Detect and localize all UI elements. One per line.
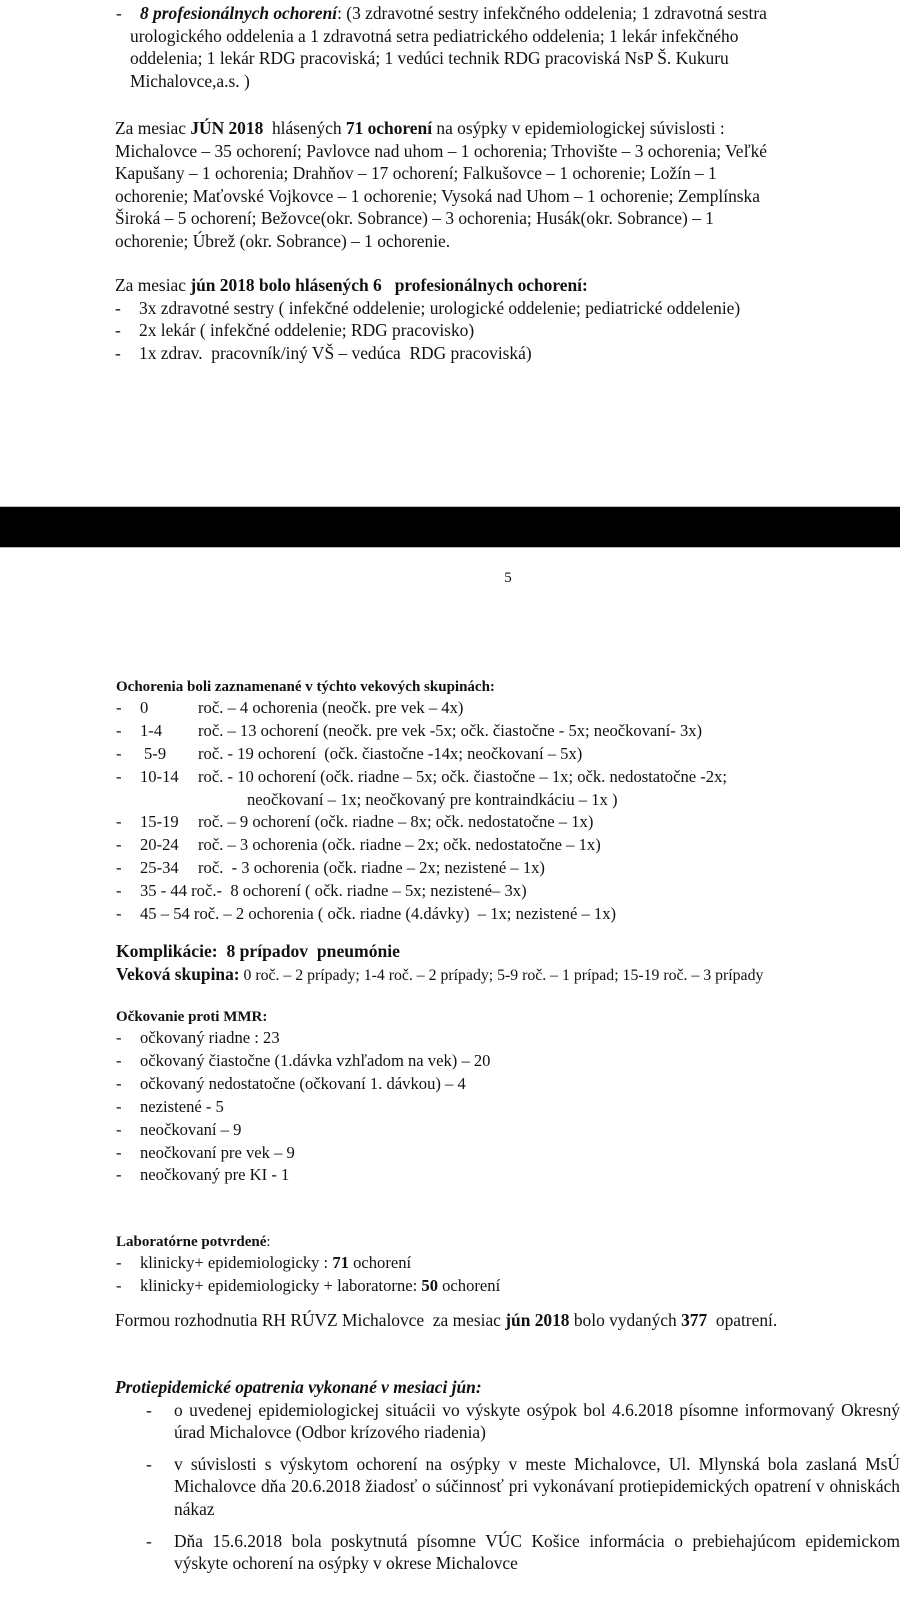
lab-item [116,1275,896,1298]
list-dash: - [116,1050,122,1070]
professional-diseases-section [115,274,900,364]
vaccination-item [116,1164,896,1187]
list-dash: - [115,342,121,363]
age-group: 0 [140,698,149,717]
text-line: urologického oddelenia a 1 zdravotná setra pediatrického oddelenia; 1 lekár infekčného [130,25,739,46]
item-text: neočkovaní – 9 [140,1119,242,1139]
text: bolo vydaných [569,1310,682,1330]
bold-text: jún 2018 bolo hlásených 6 profesionálnych ochorení: [190,275,588,295]
list-dash: - [116,835,122,855]
list-dash: - [116,904,122,924]
text: : [266,1234,271,1250]
age-row [116,743,896,766]
complications-value: 8 prípadov pneumónie [217,941,400,961]
item-text: očkovaný čiastočne (1.dávka vzhľadom na vek) – 20 [140,1050,491,1070]
complications-label: Komplikácie: [116,941,218,961]
text: na osýpky v epidemiologickej súvislosti : [432,118,725,138]
lead-text: 8 profesionálnych ochorení [140,3,338,23]
lab-item [116,1252,896,1275]
list-dash: - [116,881,122,901]
age-group: 20-24 [140,835,179,855]
item-count: 71 [332,1253,349,1272]
item-text: neočkovaný pre KI - 1 [140,1165,290,1185]
list-dash: - [116,743,122,763]
age-row [116,903,896,926]
list-dash: - [116,1275,122,1295]
text: Za mesiac [115,275,191,295]
text-line: Michalovce – 35 ochorení; Pavlovce nad uhom – 1 ochorenia; Trhovište – 3 ochorenia; Veľké [115,140,767,161]
age-desc: neočkovaní – 1x; neočkovaný pre kontraindkáciu – 1x ) [247,789,618,809]
list-item [115,297,900,320]
age-desc: 8 ochorení ( očk. riadne – 5x; nezistené– 3x) [222,881,527,901]
summary-first-line [115,117,900,140]
age-group: 35 - 44 roč.- [140,881,223,901]
age-row-continuation [116,789,896,812]
list-dash: - [116,3,122,23]
item-text: o uvedenej epidemiologickej situácii vo výskyte osýpok bol 4.6.2018 písomne informovaný Okresný úrad Michalovce (Odbor krízového riadenia) [174,1399,900,1443]
item-text: 1x zdrav. pracovník/iný VŠ – vedúca RDG pracoviská) [139,342,532,363]
item-text: 3x zdravotné sestry ( infekčné oddelenie; urologické oddelenie; pediatrické oddelenie) [139,297,741,318]
list-dash: - [116,1142,122,1162]
lab-confirmed-section [116,1233,896,1298]
list-dash: - [146,1399,152,1420]
age-group: 5-9 [144,743,167,763]
list-dash: - [116,1253,122,1272]
item-text: očkovaný riadne : 23 [140,1028,280,1047]
list-dash: - [116,766,122,786]
age-row [116,857,896,880]
list-dash: - [146,1453,152,1474]
age-group: 10-14 [140,766,179,786]
text-line: : (3 zdravotné sestry infekčného oddelenia; 1 zdravotná sestra [337,3,767,23]
age-desc: roč. - 3 ochorenia (očk. riadne – 2x; nezistené – 1x) [198,858,545,878]
vaccination-item [116,1096,896,1119]
measures-section [115,1376,900,1584]
page-separator [0,506,900,548]
lab-heading-line [116,1233,896,1252]
item-text: v súvislosti s výskytom ochorení na osýpky v meste Michalovce, Ul. Mlynská bola zaslaná MsÚ Michalovce dňa 20.6.2018 žiadosť o súčinnosť pri vykonávaní protiepidemických opatrení v ohniskách nákaz [174,1453,900,1519]
age-desc: roč. – 13 ochorení (neočk. pre vek -5x; očk. čiastočne - 5x; neočkovaní- 3x) [198,720,703,740]
measure-item [115,1453,900,1521]
text: Formou rozhodnutia RH RÚVZ Michalovce za mesiac [115,1310,506,1330]
text: opatrení. [707,1310,778,1330]
age-group: 1-4 [140,720,163,740]
age-group-text: 0 roč. – 2 prípady; 1-4 roč. – 2 prípady; 5-9 roč. – 1 prípad; 15-19 roč. – 3 prípady [239,967,764,984]
list-dash: - [116,1096,122,1116]
item-text: Dňa 15.6.2018 bola poskytnutá písomne VÚC Košice informácia o prebiehajúcom epidemickom výskyte ochorení na osýpky v okrese Michalovce [174,1530,900,1574]
text-line: Michalovce,a.s. ) [130,70,250,91]
lab-heading: Laboratórne potvrdené [116,1234,267,1250]
age-desc: roč. - 19 ochorení (očk. čiastočne -14x; neočkovaní – 5x) [198,743,583,763]
document-page-top [0,0,900,506]
vaccination-item [116,1119,896,1142]
age-row [116,766,896,789]
list-dash: - [116,1028,122,1047]
age-desc: roč. – 3 ochorenia (očk. riadne – 2x; očk. nedostatočne – 1x) [198,835,601,855]
age-desc: roč. – 4 ochorenia (neočk. pre vek – 4x) [198,698,464,717]
list-dash: - [116,812,122,832]
text: hlásených [263,118,346,138]
age-row [116,880,896,903]
decision-paragraph [115,1309,900,1332]
list-dash: - [115,320,121,341]
item-text: neočkovaní pre vek – 9 [140,1142,295,1162]
vaccination-item [116,1027,896,1050]
vaccination-section [116,1008,896,1187]
professional-diseases-item [116,2,900,92]
vaccination-item [116,1073,896,1096]
list-item [115,319,900,342]
text-line: ochorenie; Úbrež (okr. Sobrance) – 1 ochorenie. [115,230,451,251]
age-row [116,720,896,743]
text-line: ochorenie; Maťovské Vojkovce – 1 ochorenie; Vysoká nad Uhom – 1 ochorenie; Zemplínska [115,185,760,206]
age-groups-list [116,697,896,926]
item-suffix: ochorení [437,1275,501,1295]
list-dash: - [116,698,122,717]
item-text: nezistené - 5 [140,1096,224,1116]
list-dash: - [146,1530,152,1551]
complications-line [116,940,896,963]
june-summary-paragraph [115,117,900,253]
age-desc: roč. - 10 ochorení (očk. riadne – 5x; očk. čiastočne – 1x; očk. nedostatočne -2x; [198,766,727,786]
item-text: očkovaný nedostatočne (očkovaní 1. dávkou) – 4 [140,1073,466,1093]
measure-item [115,1399,900,1444]
list-dash: - [116,720,122,740]
measure-item [115,1530,900,1575]
list-dash: - [115,297,121,318]
vaccination-heading: Očkovanie proti MMR: [116,1009,268,1025]
age-group-label: Veková skupina: [116,964,240,984]
age-groups-section [116,678,896,926]
month-label: JÚN 2018 [190,118,264,138]
vaccination-item [116,1142,896,1165]
complications-section [116,940,896,987]
item-suffix: ochorení [348,1253,412,1272]
document-page-bottom [0,548,900,1600]
section-heading [115,274,900,297]
age-groups-heading: Ochorenia boli zaznamenané v týchto vekových skupinách: [116,679,495,695]
measures-count: 377 [681,1310,708,1330]
text-line: Kapušany – 1 ochorenia; Drahňov – 17 ochorení; Falkušovce – 1 ochorenie; Ložín – 1 [115,163,717,184]
age-row [116,834,896,857]
item-text: klinicky+ epidemiologicky + laboratorne: [140,1275,422,1295]
complications-age-line [116,963,896,987]
age-group: 25-34 [140,858,179,878]
month-label: jún 2018 [505,1310,570,1330]
text: Za mesiac [115,118,191,138]
list-item [115,342,900,365]
item-text: 2x lekár ( infekčné oddelenie; RDG pracovisko) [139,320,475,341]
item-text: klinicky+ epidemiologicky : [140,1253,333,1272]
list-dash: - [116,858,122,878]
list-dash: - [116,1073,122,1093]
list-dash: - [116,1119,122,1139]
page-number: 5 [504,570,512,586]
age-desc: roč. – 9 ochorení (očk. riadne – 8x; očk. nedostatočne – 1x) [198,812,594,832]
measures-heading: Protiepidemické opatrenia vykonané v mesiaci jún: [115,1377,482,1397]
list-dash: - [116,1165,122,1185]
age-group: 45 – 54 roč. [140,904,220,924]
vaccination-item [116,1050,896,1073]
item-count: 50 [421,1275,438,1295]
text-line: oddelenia; 1 lekár RDG pracoviská; 1 vedúci technik RDG pracoviská NsP Š. Kukuru [130,48,729,69]
age-row [116,697,896,720]
age-row [116,811,896,834]
age-group: 15-19 [140,812,179,832]
case-count: 71 ochorení [345,118,433,138]
age-desc: – 2 ochorenia ( očk. riadne (4.dávky) – 1x; nezistené – 1x) [219,904,617,924]
text-line: Široká – 5 ochorení; Bežovce(okr. Sobrance) – 3 ochorenia; Husák(okr. Sobrance) – 1 [115,208,714,229]
